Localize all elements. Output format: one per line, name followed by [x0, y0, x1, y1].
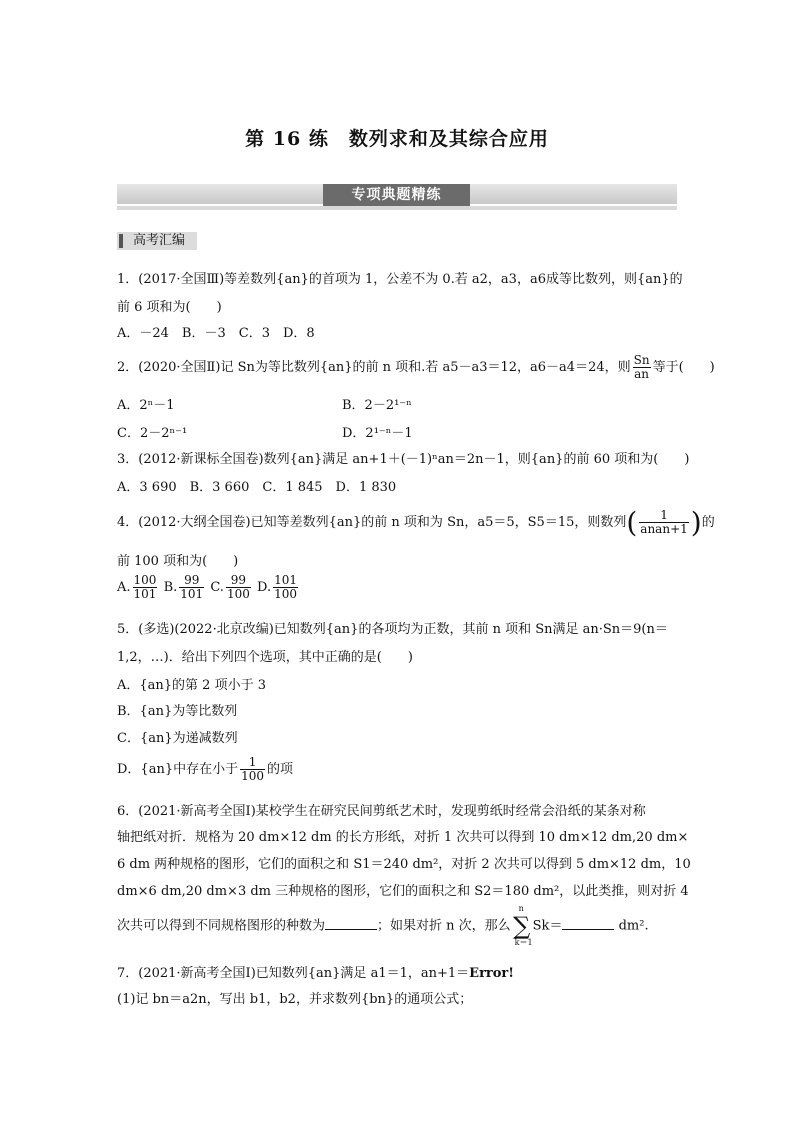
q5-option-c: C．{an}为递减数列 [117, 731, 238, 746]
q2-stem-a: 2．(2020·全国Ⅱ)记 Sn为等比数列{an}的前 n 项和.若 a5－a3＝12，a6－a4＝24，则 [117, 360, 631, 375]
q5-option-d-b: 的项 [267, 762, 294, 777]
q6-line5-a: 次共可以得到不同规格图形的种数为 [117, 918, 326, 934]
q2-frac-den: an [634, 367, 650, 381]
q3-line1: 3．(2012·新课标全国卷)数列{an}满足 an+1＋(－1)ⁿan＝2n－1，则{an}的前 60 项和为( ) [117, 452, 690, 467]
answer-blank-2[interactable] [562, 917, 614, 930]
q6-line5-b: ；如果对折 n 次，那么 [377, 918, 511, 934]
q4-options [117, 574, 300, 601]
q6-line3: 6 dm 两种规格的图形，它们的面积之和 S1＝240 dm²，对折 2 次共可以得到 5 dm×12 dm，10 [117, 857, 691, 872]
section-marker-icon [119, 234, 123, 248]
q5-frac-num: 1 [240, 756, 265, 770]
q4-opt-a-frac [133, 574, 158, 601]
q4-opt-b-label: B. [163, 580, 178, 595]
q6-line5-c: dm². [618, 918, 649, 934]
q4-stem-a: 4．(2012·大纲全国卷)已知等差数列{an}的前 n 项和为 Sn，a5＝5，S5＝15，则数列 [117, 515, 627, 530]
q4-frac-num: 1 [639, 509, 688, 523]
q7-error: Error! [469, 966, 514, 981]
q5-option-a: A．{an}的第 2 项小于 3 [117, 678, 266, 693]
q1-line2: 前 6 项和为( ) [117, 300, 222, 315]
q4-opt-c-num: 99 [226, 574, 251, 588]
q6-line1: 6．(2021·新高考全国Ⅰ)某校学生在研究民间剪纸艺术时，发现剪纸时经常会沿纸的某条对称 [117, 804, 646, 819]
q4-opt-a-den: 101 [133, 587, 157, 601]
q2-stem-b: 等于( ) [652, 360, 715, 375]
q5-option-b: B．{an}为等比数列 [117, 704, 238, 719]
summation-symbol: n ∑ k＝1 [513, 904, 533, 947]
banner-shadow [117, 206, 677, 210]
q7-line1 [117, 962, 514, 981]
q4-opt-b-num: 99 [179, 574, 204, 588]
page-title: 第 16 练 数列求和及其综合应用 [245, 128, 549, 150]
q4-frac-den: anan+1 [640, 522, 688, 536]
q3-options: A．3 690 B．3 660 C．1 845 D．1 830 [117, 480, 397, 495]
sum-lower: k＝1 [514, 938, 533, 947]
q4-opt-d-frac [273, 574, 298, 601]
q4-stem [117, 506, 715, 539]
q4-opt-b-frac [179, 574, 204, 601]
section-banner [117, 184, 677, 208]
q1-line1: 1．(2017·全国Ⅲ)等差数列{an}的首项为 1，公差不为 0.若 a2，a3，a6成等比数列，则{an}的 [117, 272, 683, 287]
q4-opt-c-label: C. [210, 580, 224, 595]
q6-line5 [117, 904, 649, 947]
q4-opt-a-num: 100 [133, 573, 157, 587]
q4-opt-a-label: A. [117, 580, 131, 595]
q5-option-d-frac [240, 756, 265, 783]
q2-frac-num: Sn [633, 353, 650, 367]
q5-line1: 5．(多选)(2022·北京改编)已知数列{an}的各项均为正数，其前 n 项和 Sn满足 an·Sn＝9(n＝ [117, 622, 668, 637]
q6-sum-term: Sk＝ [532, 918, 563, 934]
q1-options: A．－24 B．－3 C．3 D．8 [117, 326, 315, 341]
q6-line2: 轴把纸对折．规格为 20 dm×12 dm 的长方形纸，对折 1 次共可以得到 10 dm×12 dm,20 dm× [117, 830, 689, 845]
q7-line2: (1)记 bn＝a2n，写出 b1，b2，并求数列{bn}的通项公式； [117, 992, 473, 1007]
answer-blank-1[interactable] [325, 917, 377, 930]
q6-line4: dm×6 dm,20 dm×3 dm 三种规格的图形，它们的面积之和 S2＝180 dm²，以此类推，则对折 4 [117, 884, 689, 899]
sum-upper: n [518, 904, 524, 913]
left-paren: ( [626, 506, 638, 539]
q5-option-d [117, 756, 293, 783]
right-paren: ) [690, 506, 702, 539]
q2-option-a: A．2ⁿ－1 [117, 398, 175, 413]
q4-opt-d-label: D. [256, 580, 272, 595]
q5-line2: 1,2，…)．给出下列四个选项，其中正确的是( ) [117, 650, 413, 665]
q2-option-b: B．2－2¹⁻ⁿ [342, 398, 412, 413]
q7-line1-a: 7．(2021·新高考全国Ⅰ)已知数列{an}满足 a1＝1，an+1＝ [117, 966, 470, 981]
q4-opt-c-frac [226, 574, 251, 601]
banner-label: 专项典题精练 [323, 184, 470, 206]
q4-opt-c-den: 100 [226, 587, 250, 601]
q5-option-d-a: D．{an}中存在小于 [117, 762, 239, 777]
q4-opt-d-num: 101 [274, 573, 297, 587]
q4-fraction [639, 509, 688, 536]
q4-opt-b-den: 101 [180, 587, 204, 601]
q4-stem-b: 的 [701, 515, 715, 530]
q2-option-c: C．2－2ⁿ⁻¹ [117, 426, 188, 441]
q4-line2: 前 100 项和为( ) [117, 554, 239, 569]
q2-option-d: D．2¹⁻ⁿ－1 [342, 426, 413, 441]
section-tag [117, 232, 197, 250]
q5-frac-den: 100 [241, 769, 264, 783]
q4-opt-d-den: 100 [274, 587, 297, 601]
q2-fraction [633, 354, 651, 381]
section-tag-label: 高考汇编 [133, 233, 186, 248]
q2-stem [117, 354, 715, 381]
